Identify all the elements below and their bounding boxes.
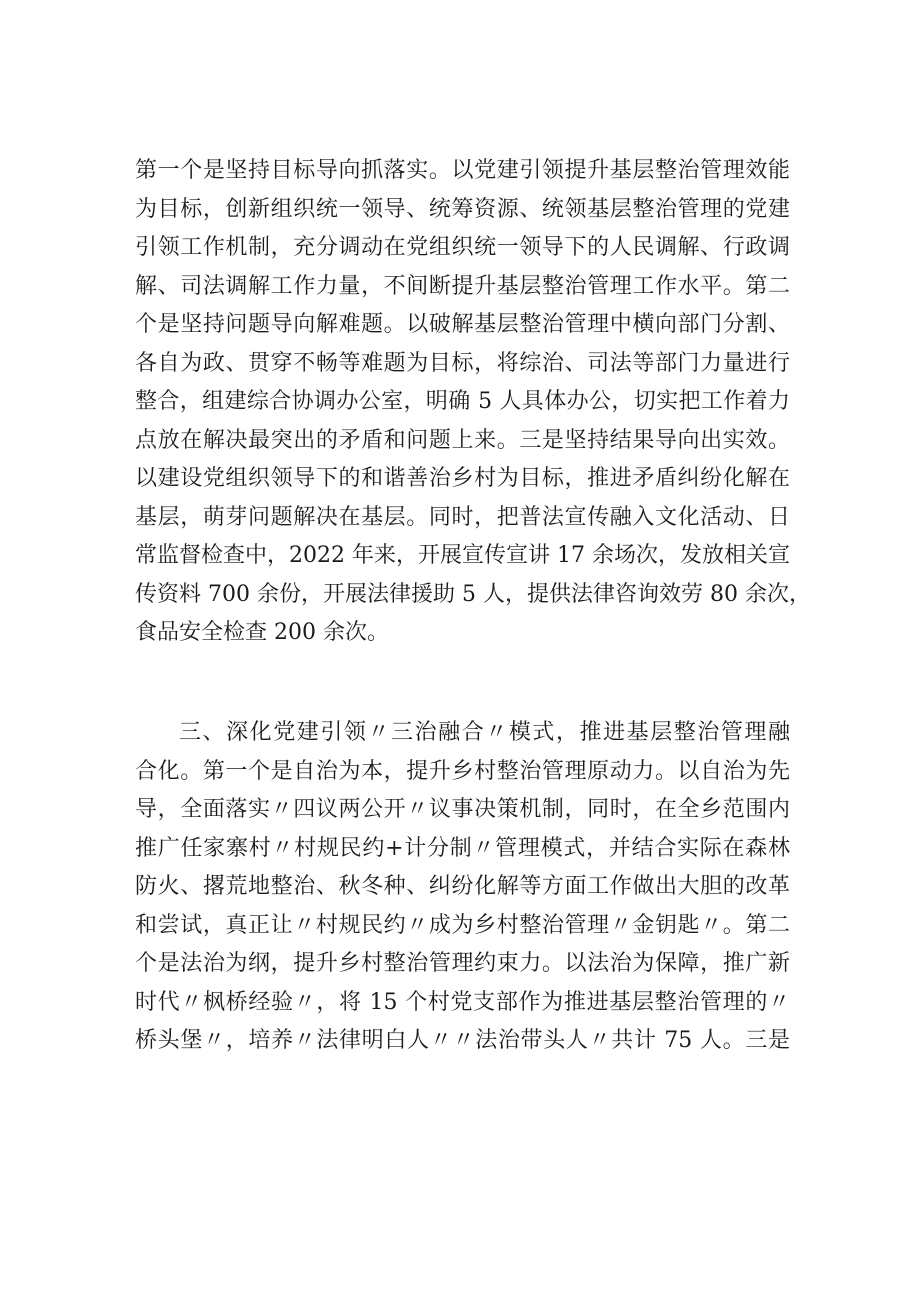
- text-line: 推广任家寨村〃村规民约+计分制〃管理模式，并结合实际在森林: [135, 835, 790, 861]
- paragraph-1: [135, 152, 811, 653]
- text-line: 解、司法调解工作力量，不间断提升基层整治管理工作水平。第二: [135, 273, 790, 299]
- text-line: 各自为政、贯穿不畅等难题为目标，将综治、司法等部门力量进行: [135, 350, 790, 376]
- text-line: 个是法治为纲，提升乡村整治管理约束力。以法治为保障，推广新: [135, 951, 790, 976]
- text-line: 食品安全检查 200 余次。: [135, 620, 389, 645]
- paragraph-2: [135, 714, 790, 1061]
- text-line: 合化。第一个是自治为本，提升乡村整治管理原动力。以自治为先: [135, 758, 790, 784]
- text-line: 和尝试，真正让〃村规民约〃成为乡村整治管理〃金钥匙〃。第二: [135, 912, 790, 938]
- text-line: 导，全面落实〃四议两公开〃议事决策机制，同时，在全乡范围内: [135, 797, 790, 822]
- text-line: 第一个是坚持目标导向抓落实。以党建引领提升基层整治管理效能: [135, 158, 790, 183]
- text-line: 桥头堡〃，培养〃法律明白人〃〃法治带头人〃共计 75 人。三是: [135, 1028, 790, 1053]
- text-line: 基层，萌芽问题解决在基层。同时，把普法宣传融入文化活动、日: [135, 504, 790, 530]
- text-line: 时代〃枫桥经验〃，将 15 个村党支部作为推进基层整治管理的〃: [135, 989, 790, 1015]
- text-line: 整合，组建综合协调办公室，明确 5 人具体办公，切实把工作着力: [135, 389, 790, 414]
- text-line: 点放在解决最突出的矛盾和问题上来。三是坚持结果导向出实效。: [135, 427, 790, 453]
- text-line: 引领工作机制，充分调动在党组织统一领导下的人民调解、行政调: [135, 235, 790, 260]
- section-heading-line: 三、深化党建引领〃三治融合〃模式，推进基层整治管理融: [179, 720, 790, 745]
- text-line: 为目标，创新组织统一领导、统筹资源、统领基层整治管理的党建: [135, 196, 790, 222]
- text-line: 常监督检查中，2022 年来，开展宣传宣讲 17 余场次，发放相关宣: [135, 543, 790, 568]
- text-line: 防火、撂荒地整治、秋冬种、纠纷化解等方面工作做出大胆的改革: [135, 874, 790, 899]
- text-line: 以建设党组织领导下的和谐善治乡村为目标，推进矛盾纠纷化解在: [135, 466, 790, 491]
- text-line: 传资料 700 余份，开展法律援助 5 人，提供法律咨询效劳 80 余次，: [135, 581, 811, 607]
- text-line: 个是坚持问题导向解难题。以破解基层整治管理中横向部门分割、: [135, 312, 790, 337]
